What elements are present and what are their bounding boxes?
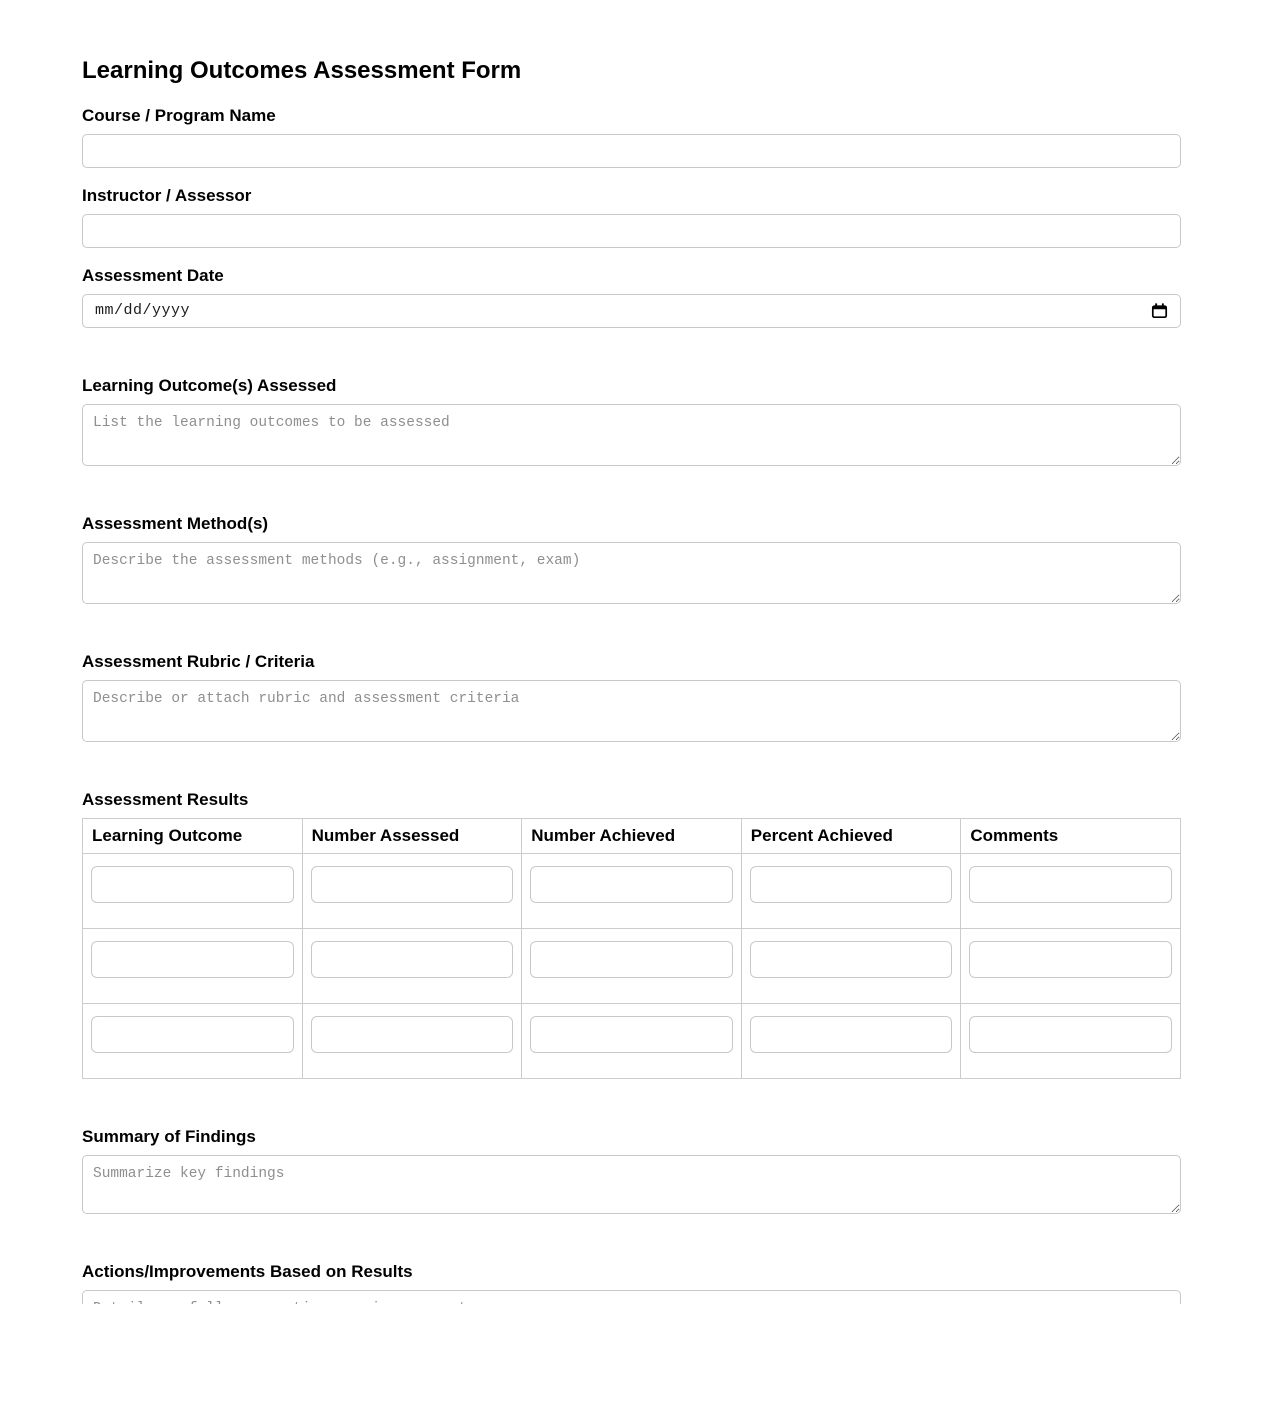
summary-label: Summary of Findings	[82, 1126, 256, 1146]
page-title: Learning Outcomes Assessment Form	[82, 57, 522, 84]
assessment-date-field	[82, 266, 1181, 328]
col-header-percent-achieved: Percent Achieved	[741, 818, 961, 853]
row2-number-assessed-input[interactable]	[311, 941, 514, 978]
outcomes-label: Learning Outcome(s) Assessed	[82, 375, 337, 395]
col-header-number-assessed: Number Assessed	[302, 818, 522, 853]
assessment-date-label: Assessment Date	[82, 265, 224, 285]
course-name-field	[82, 106, 1181, 168]
instructor-label: Instructor / Assessor	[82, 185, 252, 205]
methods-section	[82, 514, 1181, 604]
row1-comments-input[interactable]	[969, 866, 1172, 903]
table-row	[83, 1003, 1181, 1078]
row3-learning-outcome-input[interactable]	[91, 1016, 294, 1053]
results-section	[82, 790, 1181, 1079]
outcomes-textarea[interactable]	[82, 404, 1181, 466]
row3-number-achieved-input[interactable]	[530, 1016, 733, 1053]
methods-textarea[interactable]	[82, 542, 1181, 604]
course-name-label: Course / Program Name	[82, 105, 276, 125]
row2-percent-achieved-input[interactable]	[750, 941, 953, 978]
results-table	[82, 818, 1181, 1079]
rubric-textarea[interactable]	[82, 680, 1181, 742]
row1-number-achieved-input[interactable]	[530, 866, 733, 903]
col-header-comments: Comments	[961, 818, 1181, 853]
table-row	[83, 928, 1181, 1003]
assessment-date-input[interactable]	[82, 294, 1181, 328]
row2-learning-outcome-input[interactable]	[91, 941, 294, 978]
row1-number-assessed-input[interactable]	[311, 866, 514, 903]
col-header-learning-outcome: Learning Outcome	[83, 818, 303, 853]
rubric-section	[82, 652, 1181, 742]
summary-textarea[interactable]	[82, 1155, 1181, 1214]
actions-textarea[interactable]	[82, 1290, 1181, 1304]
results-label: Assessment Results	[82, 789, 249, 809]
col-header-number-achieved: Number Achieved	[522, 818, 742, 853]
row2-comments-input[interactable]	[969, 941, 1172, 978]
row3-percent-achieved-input[interactable]	[750, 1016, 953, 1053]
table-row	[83, 853, 1181, 928]
instructor-field	[82, 186, 1181, 248]
date-format-text: mm/dd/yyyy	[95, 302, 191, 320]
actions-section	[82, 1262, 1181, 1304]
row1-percent-achieved-input[interactable]	[750, 866, 953, 903]
rubric-label: Assessment Rubric / Criteria	[82, 651, 315, 671]
methods-label: Assessment Method(s)	[82, 513, 269, 533]
course-name-input[interactable]	[82, 134, 1181, 168]
results-header-row	[83, 818, 1181, 853]
row3-number-assessed-input[interactable]	[311, 1016, 514, 1053]
outcomes-section	[82, 376, 1181, 466]
row2-number-achieved-input[interactable]	[530, 941, 733, 978]
row3-comments-input[interactable]	[969, 1016, 1172, 1053]
summary-section	[82, 1127, 1181, 1214]
row1-learning-outcome-input[interactable]	[91, 866, 294, 903]
instructor-input[interactable]	[82, 214, 1181, 248]
actions-label: Actions/Improvements Based on Results	[82, 1261, 413, 1281]
calendar-icon[interactable]	[1151, 303, 1168, 319]
